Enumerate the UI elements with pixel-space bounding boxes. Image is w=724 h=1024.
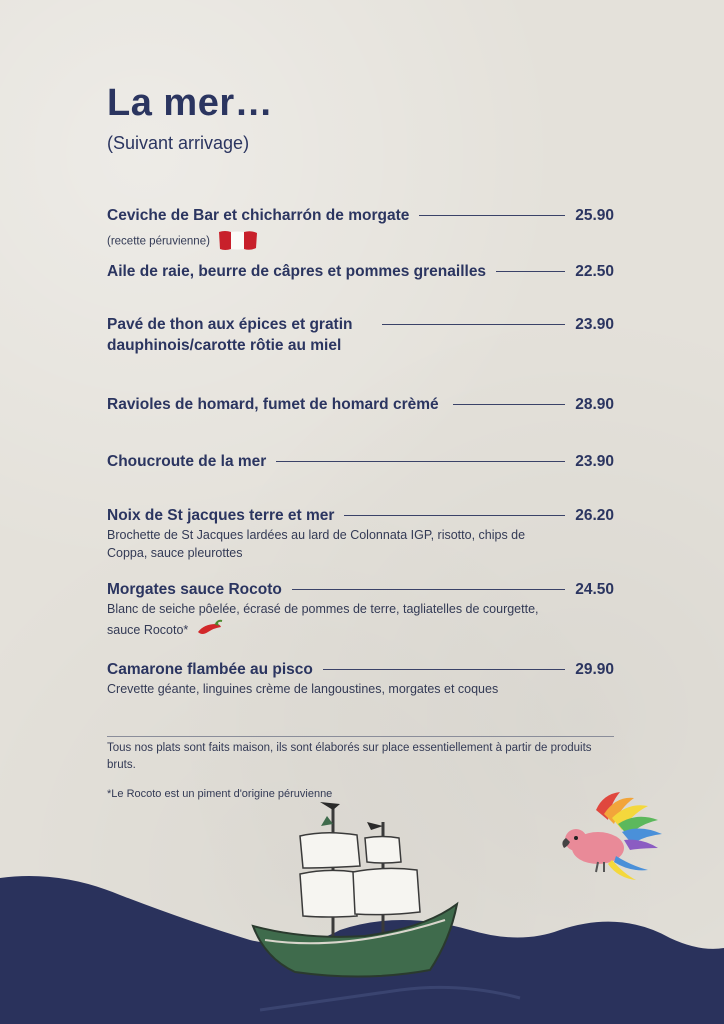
- item-note: (recette péruvienne): [107, 235, 210, 248]
- ship-illustration: [245, 800, 485, 1000]
- item-price: 23.90: [575, 316, 614, 333]
- leader-line: [419, 205, 565, 216]
- menu-item-choucroute: [107, 451, 614, 472]
- peru-flag-icon: [217, 228, 259, 255]
- leader-line: [276, 451, 565, 462]
- menu-item-st-jacques: [107, 505, 614, 562]
- item-name: Morgates sauce Rocoto: [107, 581, 282, 598]
- parrot-illustration: [558, 790, 668, 885]
- item-description: Crevette géante, linguines crème de langoustines, morgates et coques: [107, 682, 499, 696]
- item-name: Camarone flambée au pisco: [107, 661, 313, 678]
- item-price: 24.50: [575, 581, 614, 598]
- item-description: Brochette de St Jacques lardées au lard de Colonnata IGP, risotto, chips de Coppa, sauce pleurottes: [107, 528, 526, 560]
- leader-line: [382, 314, 565, 325]
- footnote: *Le Rocoto est un piment d'origine péruvienne: [107, 788, 333, 800]
- menu-item-ceviche: [107, 205, 614, 255]
- item-description: Blanc de seiche pôelée, écrasé de pommes de terre, tagliatelles de courgette, sauce Rocoto*: [107, 602, 539, 637]
- footer-statement: Tous nos plats sont faits maison, ils sont élaborés sur place essentiellement à partir de produits bruts.: [107, 742, 592, 771]
- item-name: Aile de raie, beurre de câpres et pommes grenailles: [107, 263, 487, 280]
- footer-divider: [107, 736, 614, 737]
- menu-item-ravioles: [107, 394, 614, 415]
- menu-item-morgates: [107, 579, 614, 643]
- page-title: La mer…: [107, 82, 274, 124]
- item-price: 25.90: [575, 207, 614, 224]
- page-subtitle: (Suivant arrivage): [107, 133, 250, 153]
- item-price: 28.90: [575, 396, 614, 413]
- item-price: 23.90: [575, 453, 614, 470]
- item-price: 29.90: [575, 661, 614, 678]
- item-name: Ceviche de Bar et chicharrón de morgate: [107, 207, 410, 224]
- menu-item-camarone: [107, 659, 614, 698]
- item-name: Pavé de thon aux épices et gratin dauphinois/carotte rôtie au miel: [107, 316, 353, 354]
- item-name: Ravioles de homard, fumet de homard crèmé: [107, 396, 439, 413]
- chili-pepper-icon: [194, 618, 224, 643]
- leader-line: [453, 394, 566, 405]
- item-name: Noix de St jacques terre et mer: [107, 507, 335, 524]
- item-price: 26.20: [575, 507, 614, 524]
- item-name: Choucroute de la mer: [107, 453, 267, 470]
- leader-line: [323, 659, 565, 670]
- menu-item-thon: [107, 314, 614, 356]
- leader-line: [344, 505, 565, 516]
- item-price: 22.50: [575, 263, 614, 280]
- leader-line: [496, 261, 565, 272]
- leader-line: [292, 579, 565, 590]
- menu-item-raie: [107, 261, 614, 282]
